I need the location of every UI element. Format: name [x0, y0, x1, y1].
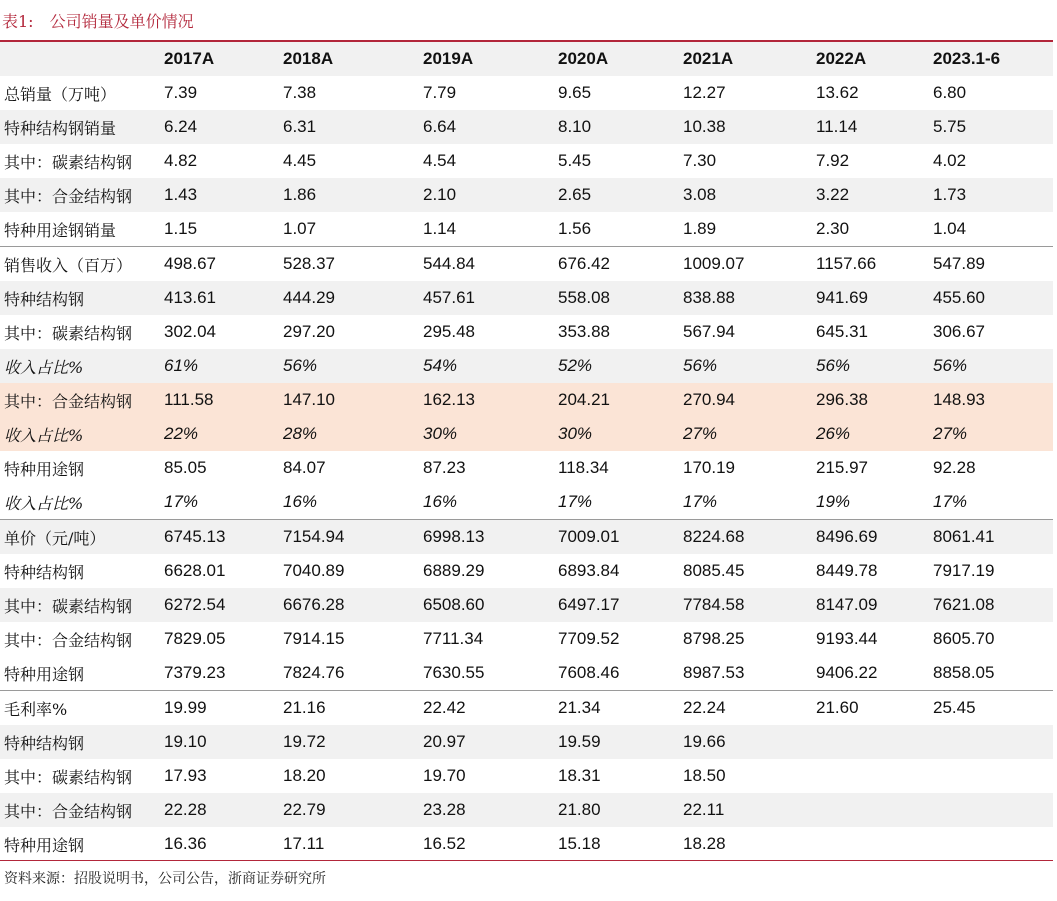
value-cell: 3.08: [683, 178, 816, 212]
value-cell: 8085.45: [683, 561, 745, 580]
value-cell: 7.30: [683, 151, 717, 170]
value-cell: 6.24: [164, 110, 283, 144]
row-label: 其中：碳素结构钢: [4, 152, 133, 172]
value-cell: 455.60: [933, 281, 1053, 315]
value-cell: 306.67: [933, 322, 985, 341]
value-cell: [933, 827, 1053, 861]
value-cell: 676.42: [558, 247, 683, 282]
value-cell: [933, 793, 1053, 827]
value-cell: 26%: [816, 417, 933, 451]
value-cell: 18.31: [558, 766, 601, 785]
table-row: [0, 110, 1053, 144]
value-cell: 56%: [283, 349, 423, 383]
table-caption: 表1: 公司销量及单价情况: [2, 12, 194, 31]
value-cell: 21.60: [816, 691, 933, 726]
value-cell: 92.28: [933, 458, 976, 477]
value-cell: 6998.13: [423, 520, 558, 555]
value-cell: [816, 759, 933, 793]
row-label: 特种结构钢: [4, 562, 85, 582]
table-row: [0, 656, 1053, 691]
table-row: [0, 349, 1053, 383]
row-label: 其中：碳素结构钢: [4, 767, 133, 787]
value-cell: 7914.15: [283, 629, 345, 648]
value-cell: 22.79: [283, 793, 423, 827]
value-cell: 27%: [933, 417, 1053, 451]
table-row: [0, 76, 1053, 110]
value-cell: 1.43: [164, 178, 283, 212]
value-cell: 19.59: [558, 725, 683, 759]
table-row: [0, 383, 1053, 417]
value-cell: 118.34: [558, 458, 609, 477]
value-cell: 85.05: [164, 458, 207, 477]
value-cell: 56%: [933, 349, 1053, 383]
table-row: [0, 554, 1053, 588]
value-cell: 1.15: [164, 219, 198, 238]
value-cell: 8449.78: [816, 561, 878, 580]
value-cell: 7379.23: [164, 663, 226, 682]
value-cell: 838.88: [683, 281, 816, 315]
value-cell: 15.18: [558, 834, 601, 853]
value-cell: 19.70: [423, 766, 466, 785]
value-cell: 21.16: [283, 691, 423, 726]
value-cell: 17%: [164, 492, 199, 511]
row-label: 特种结构钢: [0, 725, 164, 759]
value-cell: 528.37: [283, 247, 423, 282]
value-cell: 413.61: [164, 281, 283, 315]
row-label: 特种用途钢: [4, 459, 85, 479]
table-row: [0, 793, 1053, 827]
value-cell: 297.20: [283, 322, 335, 341]
row-label: 其中：碳素结构钢: [0, 588, 164, 622]
value-cell: 7709.52: [558, 629, 620, 648]
value-cell: 7784.58: [683, 588, 816, 622]
value-cell: 147.10: [283, 383, 423, 417]
table-row: [0, 520, 1053, 555]
value-cell: 457.61: [423, 281, 558, 315]
value-cell: 170.19: [683, 458, 735, 477]
row-label: 其中：合金结构钢: [0, 793, 164, 827]
row-label: 特种结构钢销量: [0, 110, 164, 144]
value-cell: 9.65: [558, 83, 592, 102]
value-cell: 4.82: [164, 151, 198, 170]
value-cell: 8496.69: [816, 520, 933, 555]
value-cell: 7.79: [423, 83, 457, 102]
value-cell: 6497.17: [558, 588, 683, 622]
sales-price-table: [0, 42, 1053, 861]
value-cell: 27%: [683, 417, 816, 451]
value-cell: 1.89: [683, 219, 717, 238]
value-cell: 8.10: [558, 110, 683, 144]
value-cell: 7040.89: [283, 561, 345, 580]
value-cell: 148.93: [933, 383, 1053, 417]
bottom-rule: [0, 860, 1053, 861]
value-cell: 18.50: [683, 766, 726, 785]
value-cell: 17%: [558, 492, 593, 511]
value-cell: 645.31: [816, 322, 868, 341]
table-row: [0, 178, 1053, 212]
source-note: 资料来源：招股说明书，公司公告，浙商证券研究所: [4, 871, 326, 887]
value-cell: 941.69: [816, 281, 933, 315]
value-cell: [933, 725, 1053, 759]
value-cell: 16%: [423, 492, 458, 511]
value-cell: 20.97: [423, 725, 558, 759]
value-cell: [816, 725, 933, 759]
value-cell: 19%: [816, 492, 851, 511]
value-cell: 444.29: [283, 281, 423, 315]
value-cell: 295.48: [423, 322, 475, 341]
value-cell: 30%: [558, 417, 683, 451]
table-row: [0, 281, 1053, 315]
value-cell: 6.31: [283, 110, 423, 144]
value-cell: 296.38: [816, 383, 933, 417]
value-cell: 19.66: [683, 725, 816, 759]
value-cell: 2.10: [423, 178, 558, 212]
value-cell: 6745.13: [164, 520, 283, 555]
value-cell: 8987.53: [683, 663, 745, 682]
header-cell: 2022A: [816, 42, 933, 76]
value-cell: 9406.22: [816, 663, 878, 682]
value-cell: 11.14: [816, 110, 933, 144]
value-cell: 302.04: [164, 322, 216, 341]
header-row: [0, 42, 1053, 76]
value-cell: 19.99: [164, 691, 283, 726]
value-cell: [816, 827, 933, 861]
value-cell: 16.36: [164, 834, 207, 853]
row-label: 其中：合金结构钢: [0, 178, 164, 212]
table-row: [0, 691, 1053, 726]
value-cell: 22%: [164, 417, 283, 451]
value-cell: 558.08: [558, 281, 683, 315]
value-cell: 1.73: [933, 178, 1053, 212]
row-label: 特种用途钢: [4, 835, 85, 855]
value-cell: 353.88: [558, 322, 610, 341]
table-row: [0, 588, 1053, 622]
header-cell: [0, 42, 164, 76]
value-cell: 7.38: [283, 83, 317, 102]
value-cell: 6676.28: [283, 588, 423, 622]
value-cell: 7.92: [816, 151, 850, 170]
value-cell: 1157.66: [816, 247, 933, 282]
value-cell: 18.20: [283, 766, 326, 785]
value-cell: 28%: [283, 417, 423, 451]
table-row: [0, 485, 1053, 520]
row-label: 收入占比%: [4, 493, 84, 513]
value-cell: 9193.44: [816, 629, 878, 648]
table-row: [0, 144, 1053, 178]
value-cell: 23.28: [423, 793, 558, 827]
table-row: [0, 247, 1053, 282]
value-cell: 21.34: [558, 691, 683, 726]
value-cell: 52%: [558, 349, 683, 383]
row-label: 销售收入（百万）: [0, 247, 164, 282]
value-cell: 22.24: [683, 691, 816, 726]
table-row: [0, 759, 1053, 793]
value-cell: 8224.68: [683, 520, 816, 555]
value-cell: 7711.34: [423, 629, 484, 648]
table-row: [0, 622, 1053, 656]
value-cell: 6893.84: [558, 561, 620, 580]
row-label: 其中：合金结构钢: [0, 383, 164, 417]
value-cell: 6889.29: [423, 561, 485, 580]
value-cell: 1.56: [558, 219, 592, 238]
value-cell: 111.58: [164, 383, 283, 417]
value-cell: 16%: [283, 492, 318, 511]
value-cell: 5.45: [558, 151, 592, 170]
value-cell: 5.75: [933, 110, 1053, 144]
value-cell: 87.23: [423, 458, 466, 477]
value-cell: [933, 759, 1053, 793]
row-label: 收入占比%: [0, 349, 164, 383]
value-cell: 6628.01: [164, 561, 226, 580]
value-cell: 1.07: [283, 219, 317, 238]
table-row: [0, 417, 1053, 451]
value-cell: 21.80: [558, 793, 683, 827]
value-cell: 204.21: [558, 383, 683, 417]
value-cell: 8798.25: [683, 629, 745, 648]
value-cell: 30%: [423, 417, 558, 451]
value-cell: 13.62: [816, 83, 859, 102]
table-row: [0, 212, 1053, 247]
value-cell: 84.07: [283, 458, 326, 477]
value-cell: 19.72: [283, 725, 423, 759]
value-cell: 4.54: [423, 151, 457, 170]
value-cell: 2.30: [816, 219, 850, 238]
value-cell: 6.80: [933, 83, 967, 102]
table-row: [0, 725, 1053, 759]
row-label: 其中：合金结构钢: [4, 630, 133, 650]
header-cell: 2023.1-6: [933, 42, 1053, 76]
value-cell: 544.84: [423, 247, 558, 282]
value-cell: 17.11: [283, 834, 325, 853]
value-cell: 8061.41: [933, 520, 1053, 555]
value-cell: 162.13: [423, 383, 558, 417]
value-cell: 7154.94: [283, 520, 423, 555]
value-cell: 54%: [423, 349, 558, 383]
header-cell: 2018A: [283, 42, 423, 76]
value-cell: 3.22: [816, 178, 933, 212]
value-cell: 17.93: [164, 766, 207, 785]
table-row: [0, 827, 1053, 861]
value-cell: 22.28: [164, 793, 283, 827]
row-label: 其中：碳素结构钢: [4, 323, 133, 343]
value-cell: 61%: [164, 349, 283, 383]
value-cell: 1.86: [283, 178, 423, 212]
header-cell: 2021A: [683, 42, 816, 76]
value-cell: 4.45: [283, 151, 317, 170]
value-cell: 8858.05: [933, 663, 995, 682]
row-label: 收入占比%: [0, 417, 164, 451]
value-cell: 7630.55: [423, 663, 485, 682]
value-cell: 56%: [683, 349, 816, 383]
value-cell: 7829.05: [164, 629, 226, 648]
value-cell: 8147.09: [816, 588, 933, 622]
header-cell: 2020A: [558, 42, 683, 76]
value-cell: 7.39: [164, 83, 198, 102]
value-cell: 7917.19: [933, 561, 995, 580]
value-cell: 22.42: [423, 691, 558, 726]
value-cell: 19.10: [164, 725, 283, 759]
table-row: [0, 315, 1053, 349]
value-cell: 22.11: [683, 793, 816, 827]
value-cell: 7608.46: [558, 663, 620, 682]
value-cell: 17%: [683, 492, 718, 511]
value-cell: 16.52: [423, 834, 466, 853]
value-cell: 1.14: [423, 219, 457, 238]
value-cell: 7824.76: [283, 663, 345, 682]
value-cell: 2.65: [558, 178, 683, 212]
value-cell: 10.38: [683, 110, 816, 144]
header-cell: 2019A: [423, 42, 558, 76]
value-cell: 1009.07: [683, 247, 816, 282]
value-cell: 4.02: [933, 151, 967, 170]
value-cell: 567.94: [683, 322, 735, 341]
value-cell: 8605.70: [933, 629, 995, 648]
value-cell: 7621.08: [933, 588, 1053, 622]
value-cell: 215.97: [816, 458, 868, 477]
value-cell: 12.27: [683, 83, 726, 102]
row-label: 总销量（万吨）: [4, 84, 117, 104]
value-cell: 6.64: [423, 110, 558, 144]
row-label: 单价（元/吨）: [0, 520, 164, 555]
row-label: 毛利率%: [0, 691, 164, 726]
value-cell: [816, 793, 933, 827]
value-cell: 6272.54: [164, 588, 283, 622]
row-label: 特种用途钢销量: [4, 220, 117, 240]
value-cell: 1.04: [933, 219, 967, 238]
value-cell: 498.67: [164, 247, 283, 282]
value-cell: 56%: [816, 349, 933, 383]
row-label: 特种结构钢: [0, 281, 164, 315]
value-cell: 270.94: [683, 383, 816, 417]
value-cell: 17%: [933, 492, 968, 511]
value-cell: 25.45: [933, 691, 1053, 726]
value-cell: 18.28: [683, 834, 726, 853]
header-cell: 2017A: [164, 42, 283, 76]
table-row: [0, 451, 1053, 485]
value-cell: 547.89: [933, 247, 1053, 282]
value-cell: 7009.01: [558, 520, 683, 555]
row-label: 特种用途钢: [4, 664, 85, 684]
value-cell: 6508.60: [423, 588, 558, 622]
